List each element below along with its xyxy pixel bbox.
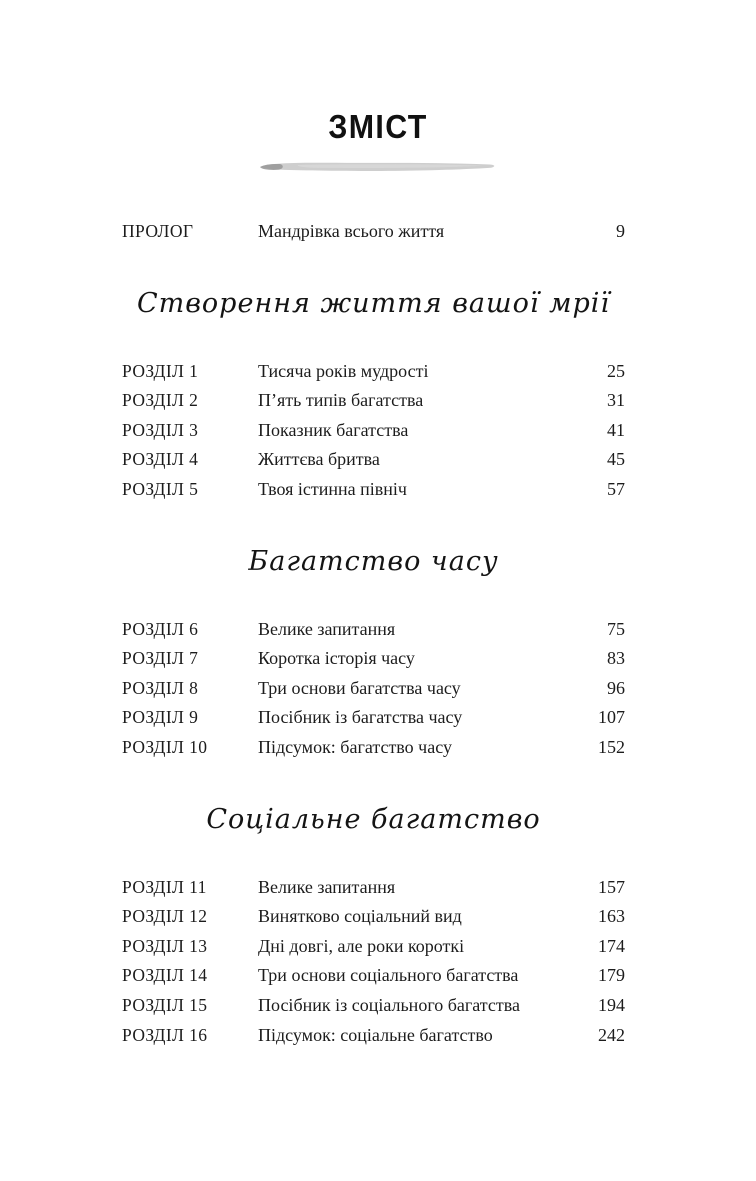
- page-number: 25: [607, 360, 625, 381]
- chapter-label: РОЗДІЛ 14: [122, 965, 208, 986]
- chapter-label: РОЗДІЛ 1: [122, 360, 199, 381]
- chapter-label: РОЗДІЛ 7: [122, 648, 199, 669]
- chapter-label: РОЗДІЛ 3: [122, 419, 199, 440]
- page-number: 179: [598, 965, 625, 986]
- chapter-title: Тисяча років мудрості: [258, 360, 429, 381]
- section-heading-2: Багатство часу: [248, 545, 499, 577]
- chapter-label: ПРОЛОГ: [122, 221, 194, 241]
- toc-row: [122, 932, 625, 962]
- page-number: 45: [607, 449, 625, 470]
- chapter-label: РОЗДІЛ 4: [122, 449, 199, 470]
- toc-row-prologue: [122, 217, 625, 247]
- page-number: 107: [598, 707, 625, 728]
- chapter-title: Велике запитання: [258, 876, 396, 897]
- chapter-title: Життєва бритва: [258, 449, 380, 470]
- chapter-label: РОЗДІЛ 5: [122, 478, 199, 499]
- page-number: 242: [598, 1024, 625, 1045]
- chapter-title: Посібник із соціального багатства: [258, 994, 520, 1015]
- page-number: 31: [607, 390, 625, 411]
- section-rows-3: [122, 873, 625, 1051]
- page-number: 9: [616, 221, 625, 241]
- toc-row: [122, 733, 625, 763]
- toc-row: [122, 991, 625, 1021]
- chapter-label: РОЗДІЛ 13: [122, 935, 208, 956]
- section-heading-1: Створення життя вашої мрії: [136, 287, 611, 319]
- chapter-title: Підсумок: соціальне багатство: [258, 1024, 493, 1045]
- toc-row: [122, 386, 625, 416]
- toc-row: [122, 644, 625, 674]
- chapter-title: Три основи соціального багатства: [258, 965, 519, 986]
- toc-row: [122, 961, 625, 991]
- page-number: 41: [607, 419, 625, 440]
- page-title: ЗМІСТ: [328, 108, 428, 145]
- chapter-label: РОЗДІЛ 15: [122, 994, 208, 1015]
- toc-row: [122, 674, 625, 704]
- toc-row: [122, 703, 625, 733]
- toc-row: [122, 902, 625, 932]
- page-number: 83: [607, 648, 625, 669]
- chapter-title: Коротка історія часу: [258, 648, 415, 669]
- section-heading-3: Соціальне багатство: [206, 803, 541, 835]
- chapter-label: РОЗДІЛ 12: [122, 906, 208, 927]
- brush-stroke: [258, 159, 498, 175]
- page-number: 157: [598, 876, 625, 897]
- brush-stroke-graphic: [258, 159, 498, 175]
- chapter-label: РОЗДІЛ 11: [122, 876, 207, 897]
- chapter-title: Три основи багатства часу: [258, 677, 461, 698]
- table-of-contents: [0, 217, 756, 1050]
- page-number: 194: [598, 994, 625, 1015]
- chapter-label: РОЗДІЛ 10: [122, 736, 208, 757]
- toc-row: [122, 475, 625, 505]
- chapter-title: Показник багатства: [258, 419, 409, 440]
- page-number: 75: [607, 618, 625, 639]
- toc-row: [122, 615, 625, 645]
- page-number: 174: [598, 935, 625, 956]
- chapter-title: Дні довгі, але роки короткі: [258, 935, 465, 956]
- page-number: 57: [607, 478, 625, 499]
- toc-row: [122, 416, 625, 446]
- toc-row: [122, 873, 625, 903]
- chapter-title: Твоя істинна північ: [258, 478, 407, 499]
- chapter-title: П’ять типів багатства: [258, 390, 424, 411]
- chapter-title: Винятково соціальний вид: [258, 906, 462, 927]
- chapter-label: РОЗДІЛ 8: [122, 677, 199, 698]
- chapter-title: Велике запитання: [258, 618, 396, 639]
- toc-row: [122, 357, 625, 387]
- section-rows-1: [122, 357, 625, 505]
- section-rows-2: [122, 615, 625, 763]
- page-number: 163: [598, 906, 625, 927]
- chapter-title: Підсумок: багатство часу: [258, 736, 452, 757]
- page-number: 152: [598, 736, 625, 757]
- chapter-label: РОЗДІЛ 2: [122, 390, 199, 411]
- chapter-title: Посібник із багатства часу: [258, 707, 463, 728]
- page-number: 96: [607, 677, 625, 698]
- chapter-label: РОЗДІЛ 16: [122, 1024, 208, 1045]
- toc-row: [122, 445, 625, 475]
- chapter-label: РОЗДІЛ 9: [122, 707, 199, 728]
- chapter-title: Мандрівка всього життя: [258, 221, 445, 241]
- chapter-label: РОЗДІЛ 6: [122, 618, 199, 639]
- toc-row: [122, 1021, 625, 1051]
